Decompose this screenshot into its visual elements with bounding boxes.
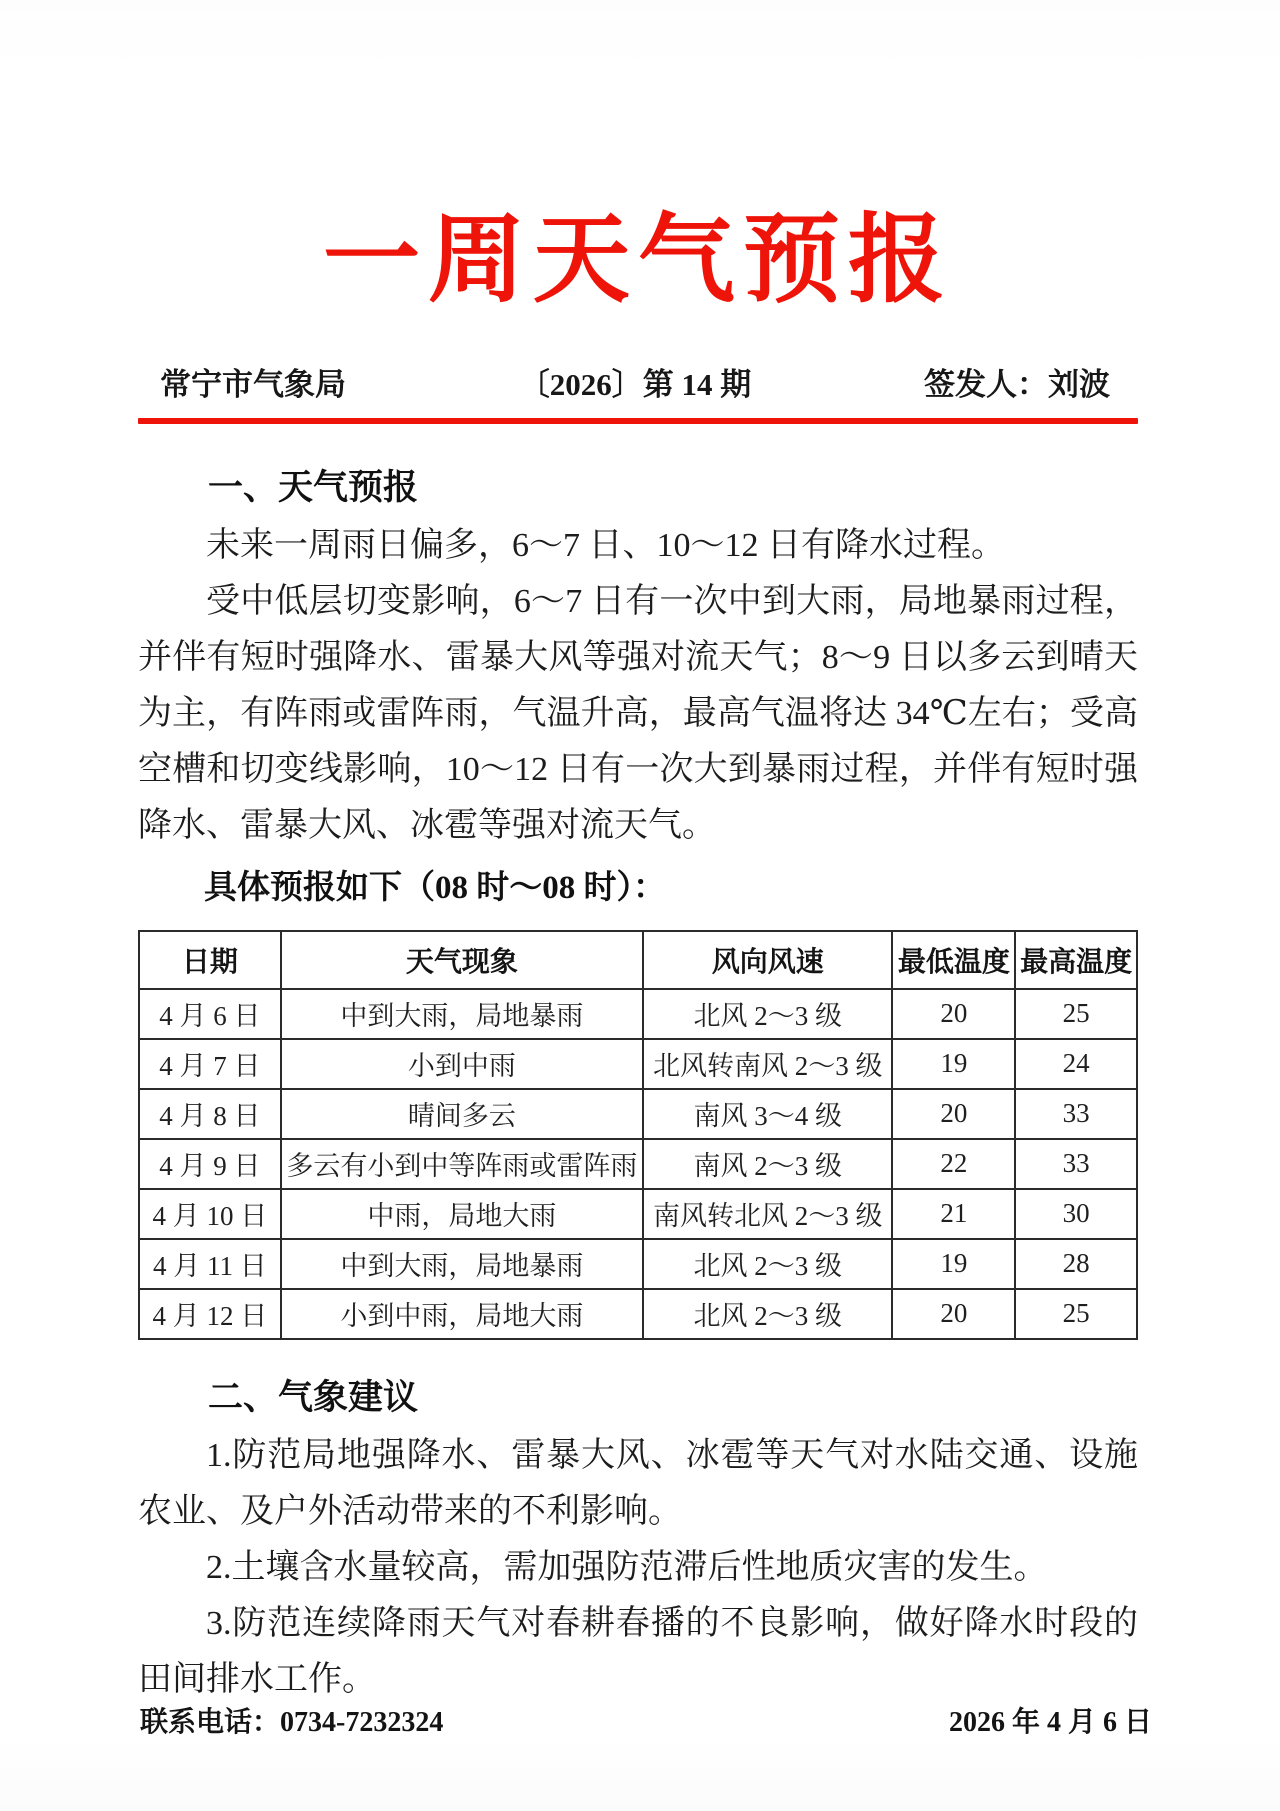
cell-wind: 北风 2～3 级 [643, 1239, 893, 1289]
cell-weather: 中到大雨，局地暴雨 [281, 989, 643, 1039]
cell-date: 4 月 7 日 [139, 1039, 281, 1089]
cell-weather: 中到大雨，局地暴雨 [281, 1239, 643, 1289]
cell-wind: 北风转南风 2～3 级 [643, 1039, 893, 1089]
cell-date: 4 月 9 日 [139, 1139, 281, 1189]
cell-date: 4 月 12 日 [139, 1289, 281, 1339]
cell-tmax: 33 [1015, 1089, 1137, 1139]
issue-date: 2026 年 4 月 6 日 [948, 1707, 1152, 1738]
cell-weather: 多云有小到中等阵雨或雷阵雨 [281, 1139, 643, 1189]
table-row [139, 1039, 1137, 1089]
col-header-date: 日期 [139, 931, 281, 989]
cell-tmin: 20 [892, 1289, 1015, 1339]
cell-tmin: 22 [892, 1139, 1015, 1189]
cell-tmax: 30 [1015, 1189, 1137, 1239]
document-footer [140, 1700, 1152, 1740]
cell-tmax: 25 [1015, 1289, 1137, 1339]
contact-phone: 联系电话：0734-7232324 [140, 1707, 444, 1738]
section1-paragraph-2: 受中低层切变影响，6～7 日有一次中到大雨，局地暴雨过程，并伴有短时强降水、雷暴大风等强对流天气；8～9 日以多云到晴天为主，有阵雨或雷阵雨，气温升高，最高气温将达 34℃左右；受高空槽和切变线影响，10～12 日有一次大到暴雨过程，并伴有短时强降水、雷暴大风、冰雹等强对流天气。 [138, 582, 1138, 844]
document-content [138, 0, 1138, 1708]
cell-date: 4 月 10 日 [139, 1189, 281, 1239]
issue-number: 〔2026〕第 14 期 [518, 366, 752, 402]
cell-wind: 南风转北风 2～3 级 [643, 1189, 893, 1239]
issuing-bureau: 常宁市气象局 [160, 366, 346, 402]
cell-tmin: 19 [892, 1039, 1015, 1089]
cell-tmin: 20 [892, 989, 1015, 1039]
cell-weather: 中雨，局地大雨 [281, 1189, 643, 1239]
table-intro-line: 具体预报如下（08 时～08 时）： [204, 869, 666, 906]
weather-forecast-table [138, 930, 1138, 1340]
col-header-tmax: 最高温度 [1015, 931, 1137, 989]
cell-tmin: 19 [892, 1239, 1015, 1289]
table-row [139, 1289, 1137, 1339]
cell-date: 4 月 6 日 [139, 989, 281, 1039]
cell-tmin: 20 [892, 1089, 1015, 1139]
col-header-weather: 天气现象 [281, 931, 643, 989]
advice-item-1: 1.防范局地强降水、雷暴大风、冰雹等天气对水陆交通、设施农业、及户外活动带来的不利影响。 [138, 1436, 1138, 1530]
cell-weather: 晴间多云 [281, 1089, 643, 1139]
table-row [139, 989, 1137, 1039]
cell-tmin: 21 [892, 1189, 1015, 1239]
cell-tmax: 25 [1015, 989, 1137, 1039]
advice-item-2: 2.土壤含水量较高，需加强防范滞后性地质灾害的发生。 [206, 1548, 1048, 1586]
table-row [139, 1089, 1137, 1139]
cell-date: 4 月 11 日 [139, 1239, 281, 1289]
table-row [139, 1239, 1137, 1289]
cell-weather: 小到中雨，局地大雨 [281, 1289, 643, 1339]
cell-date: 4 月 8 日 [139, 1089, 281, 1139]
cell-tmax: 33 [1015, 1139, 1137, 1189]
table-header-row [139, 931, 1137, 989]
issue-header-row [138, 359, 1138, 404]
cell-wind: 南风 3～4 级 [643, 1089, 893, 1139]
cell-wind: 北风 2～3 级 [643, 1289, 893, 1339]
section1-paragraph-1: 未来一周雨日偏多，6～7 日、10～12 日有降水过程。 [206, 526, 1005, 564]
cell-wind: 北风 2～3 级 [643, 989, 893, 1039]
advice-item-3: 3.防范连续降雨天气对春耕春播的不良影响，做好降水时段的田间排水工作。 [138, 1604, 1138, 1698]
section1-heading: 一、天气预报 [208, 467, 419, 507]
col-header-wind: 风向风速 [643, 931, 893, 989]
table-row [139, 1139, 1137, 1189]
document-title: 一周天气预报 [323, 205, 953, 314]
section2 [138, 1374, 1138, 1708]
section2-heading: 二、气象建议 [208, 1377, 419, 1417]
issuer-name: 签发人：刘波 [924, 366, 1110, 402]
cell-tmax: 24 [1015, 1039, 1137, 1089]
cell-weather: 小到中雨 [281, 1039, 643, 1089]
table-row [139, 1189, 1137, 1239]
red-divider-rule [138, 418, 1138, 424]
col-header-tmin: 最低温度 [892, 931, 1015, 989]
cell-tmax: 28 [1015, 1239, 1137, 1289]
cell-wind: 南风 2～3 级 [643, 1139, 893, 1189]
